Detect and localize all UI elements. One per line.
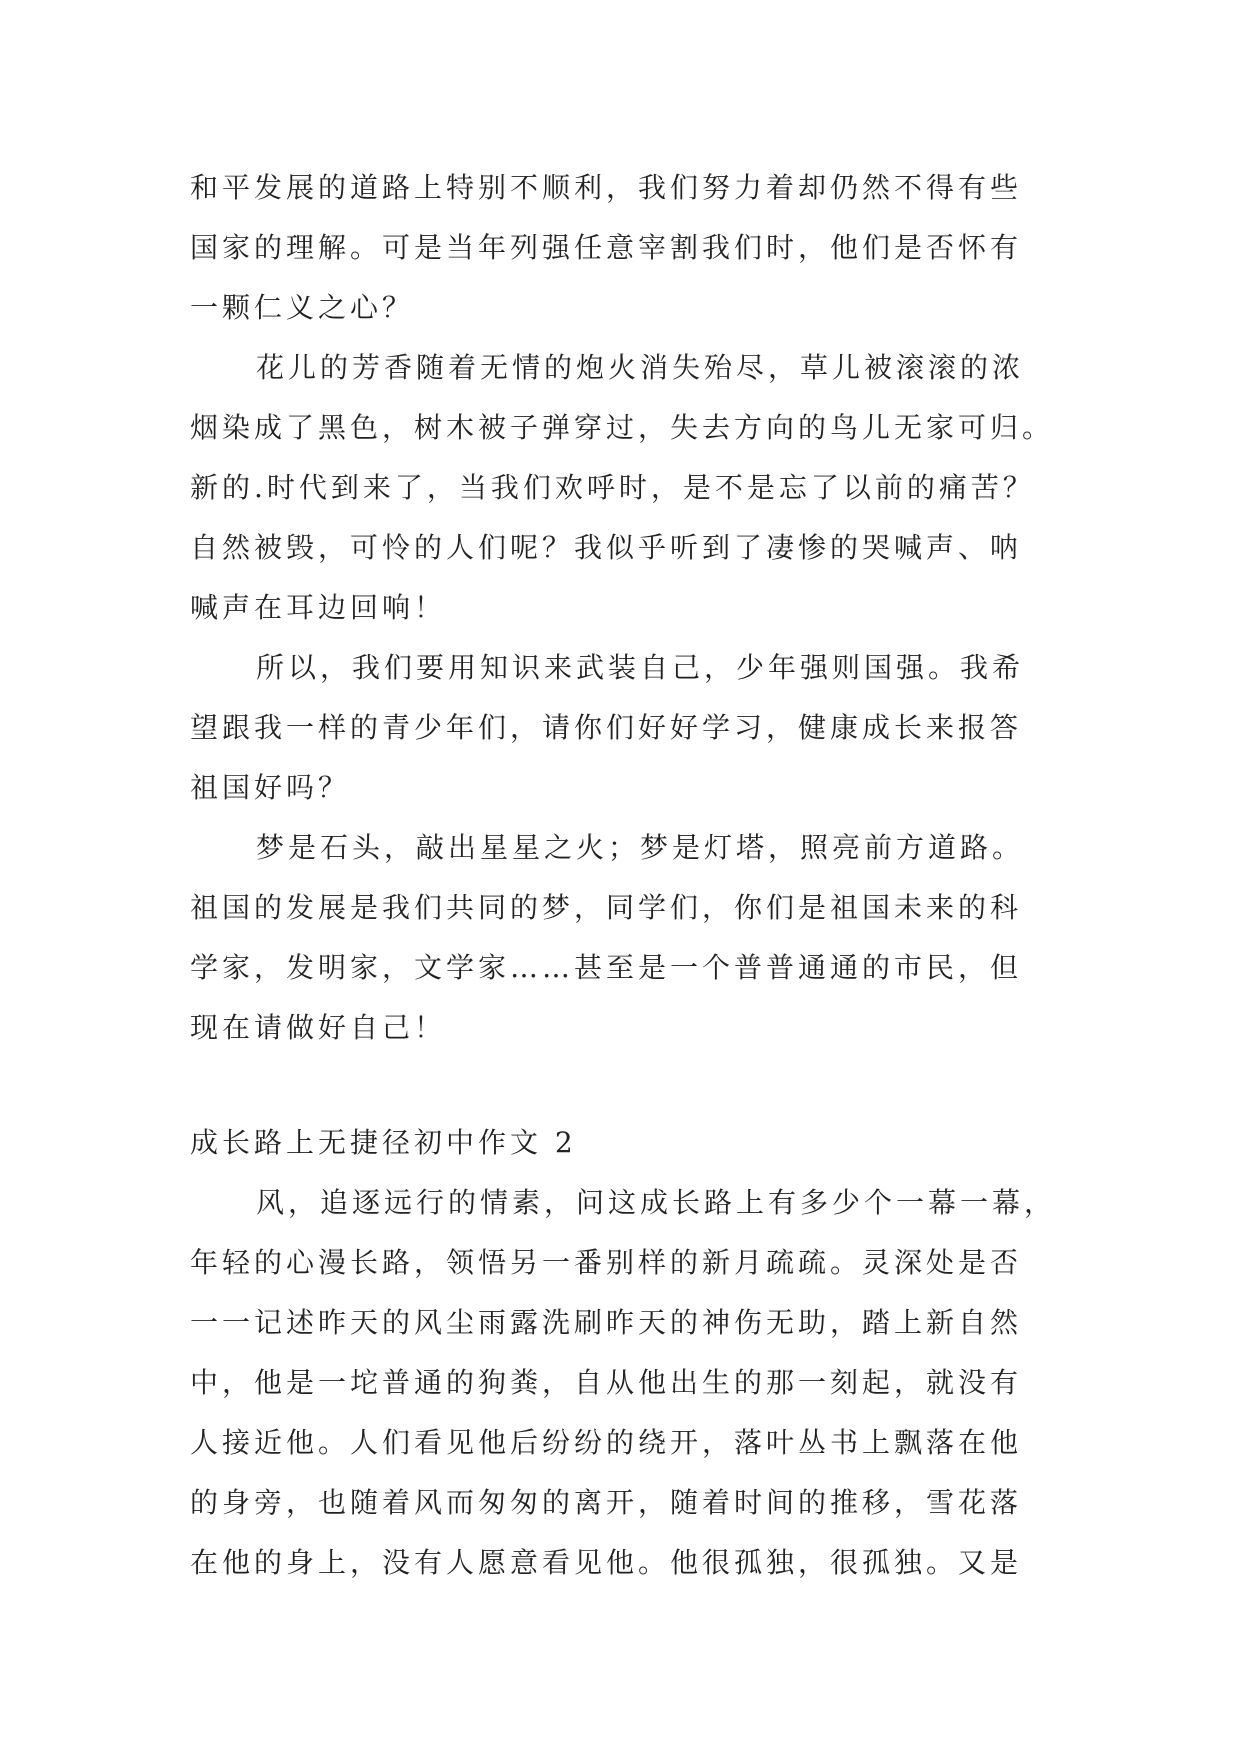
text-line: 自然被毁，可怜的人们呢？我似乎听到了凄惨的哭喊声、呐 (190, 531, 1023, 564)
text-line: 现在请做好自己！ (190, 1011, 447, 1044)
text-line: 学家，发明家，文学家……甚至是一个普普通通的市民，但 (190, 951, 1023, 984)
text-line: 的身旁，也随着风而匆匆的离开，随着时间的推移，雪花落 (190, 1486, 1023, 1519)
text-line: 一一记述昨天的风尘雨露洗刷昨天的神伤无助，踏上新自然 (190, 1306, 1023, 1339)
section-heading: 成长路上无捷径初中作文 2 (190, 1126, 577, 1159)
text-line: 中，他是一坨普通的狗粪，自从他出生的那一刻起，就没有 (190, 1366, 1023, 1399)
paragraph (190, 158, 1052, 338)
paragraph (190, 338, 1055, 638)
text-line: 祖国的发展是我们共同的梦，同学们，你们是祖国未来的科 (190, 891, 1023, 924)
text-line: 祖国好吗？ (190, 771, 351, 804)
section-spacer (190, 1058, 1052, 1113)
text-line: 在他的身上，没有人愿意看见他。他很孤独，很孤独。又是 (190, 1546, 1023, 1579)
paragraph (190, 1173, 1057, 1593)
text-line: 烟染成了黑色，树木被子弹穿过，失去方向的鸟儿无家可归。 (190, 411, 1055, 444)
text-line: 喊声在耳边回响！ (190, 591, 447, 624)
text-line: 花儿的芳香随着无情的炮火消失殆尽，草儿被滚滚的浓 (256, 351, 1025, 384)
text-line: 国家的理解。可是当年列强任意宰割我们时，他们是否怀有 (190, 231, 1023, 264)
text-line: 新的.时代到来了，当我们欢呼时，是不是忘了以前的痛苦？ (190, 471, 1035, 504)
text-line: 望跟我一样的青少年们，请你们好好学习，健康成长来报答 (190, 711, 1023, 744)
paragraph (190, 818, 1052, 1058)
text-line: 所以，我们要用知识来武装自己，少年强则国强。我希 (256, 651, 1025, 684)
text-line: 梦是石头，敲出星星之火；梦是灯塔，照亮前方道路。 (256, 831, 1025, 864)
text-line: 和平发展的道路上特别不顺利，我们努力着却仍然不得有些 (190, 171, 1023, 204)
paragraph (190, 638, 1052, 818)
text-line: 人接近他。人们看见他后纷纷的绕开，落叶丛书上飘落在他 (190, 1426, 1023, 1459)
text-line: 年轻的心漫长路，领悟另一番别样的新月疏疏。灵深处是否 (190, 1246, 1023, 1279)
text-line: 一颗仁义之心？ (190, 291, 415, 324)
text-line: 风，追逐远行的情素，问这成长路上有多少个一幕一幕， (256, 1186, 1057, 1219)
document-body (190, 158, 1057, 1593)
